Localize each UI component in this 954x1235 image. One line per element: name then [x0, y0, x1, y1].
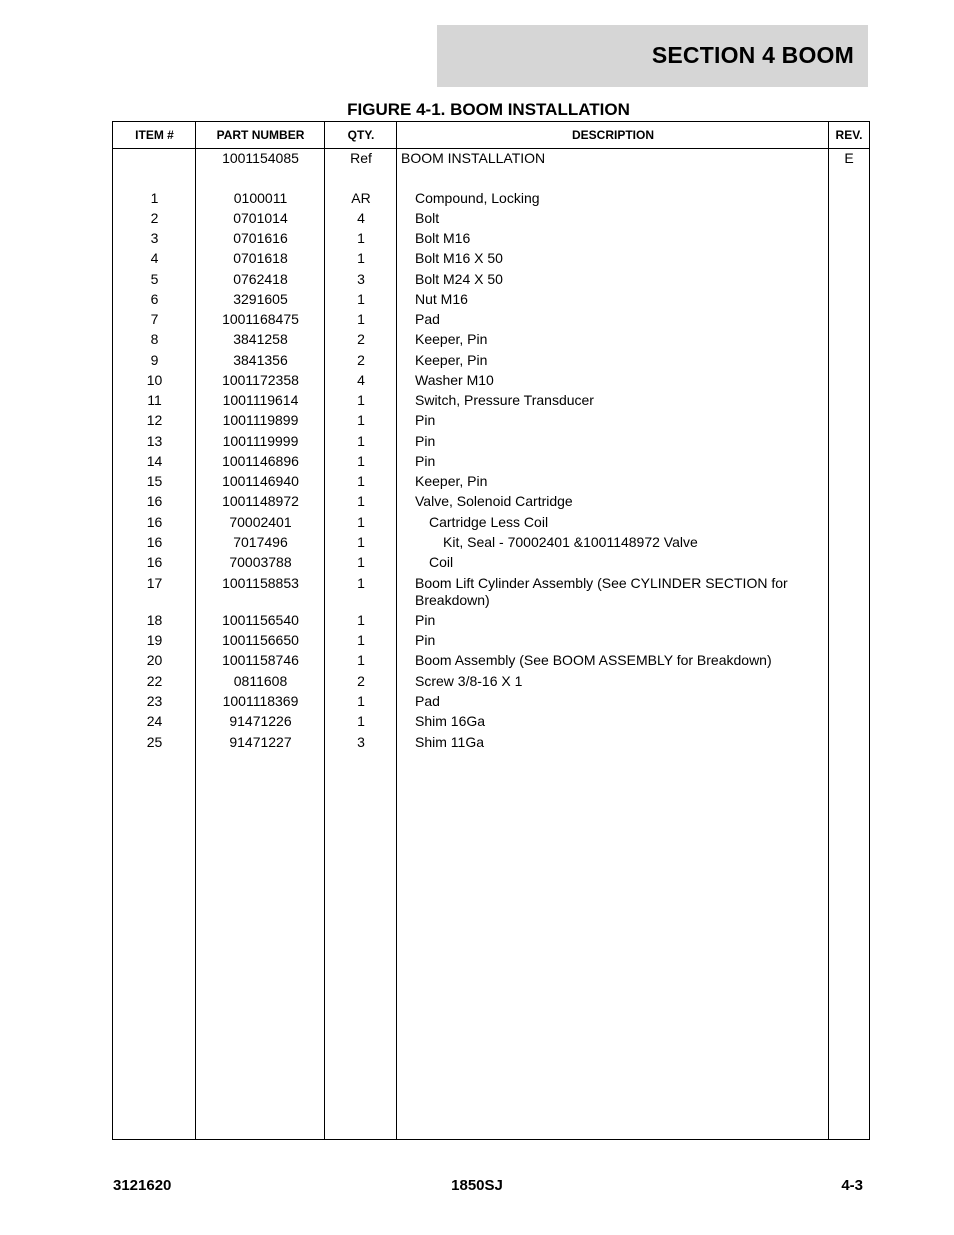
- part-number-cell: 70003788: [229, 554, 292, 570]
- qty-cell: 1: [357, 554, 365, 570]
- parts-table: [112, 121, 870, 1140]
- header-divider: [113, 148, 869, 149]
- description-cell: Pin: [415, 433, 436, 449]
- part-number-cell: 0100011: [233, 190, 288, 206]
- header-description: DESCRIPTION: [571, 128, 654, 142]
- description-cell: Cartridge Less Coil: [429, 514, 549, 530]
- qty-cell: 1: [357, 473, 365, 489]
- qty-cell: 3: [357, 734, 365, 750]
- item-cell: 24: [146, 713, 163, 729]
- qty-cell: 3: [357, 271, 365, 287]
- qty-cell: 1: [357, 412, 365, 428]
- description-cell: Screw 3/8-16 X 1: [415, 673, 523, 689]
- part-number-cell: 3841356: [233, 352, 288, 368]
- qty-cell: 1: [357, 514, 365, 530]
- item-cell: 15: [146, 473, 163, 489]
- part-number-cell: 1001158853: [222, 575, 299, 591]
- description-cell: Boom Assembly (See BOOM ASSEMBLY for Breakdown): [415, 652, 772, 668]
- part-number-cell: 1001156650: [222, 632, 299, 648]
- item-cell: 20: [146, 652, 163, 668]
- part-number-cell: 1001119999: [222, 433, 299, 449]
- qty-cell: 1: [357, 493, 365, 509]
- description-cell: Bolt: [415, 210, 440, 226]
- item-cell: 16: [146, 493, 163, 509]
- description-cell: Coil: [429, 554, 454, 570]
- header-qty: QTY.: [347, 128, 375, 142]
- part-number-cell: 0701014: [233, 210, 288, 226]
- description-cell: Pin: [415, 412, 436, 428]
- item-cell: 13: [146, 433, 163, 449]
- footer-page-number: 4-3: [841, 1177, 863, 1194]
- part-number-cell: 0762418: [233, 271, 288, 287]
- qty-cell: 1: [357, 693, 365, 709]
- item-cell: 16: [146, 554, 163, 570]
- part-number-cell: 1001146896: [222, 453, 299, 469]
- header-part-number: PART NUMBER: [216, 128, 305, 142]
- qty-cell: 1: [357, 652, 365, 668]
- part-number-cell: 3291605: [233, 291, 288, 307]
- part-number-cell: 1001119899: [222, 412, 299, 428]
- qty-cell: 4: [357, 372, 365, 388]
- part-number-cell: 3841258: [233, 331, 288, 347]
- part-number-cell: 91471227: [229, 734, 292, 750]
- qty-cell: 2: [357, 673, 365, 689]
- description-cell: Keeper, Pin: [415, 331, 488, 347]
- qty-cell: 1: [357, 713, 365, 729]
- qty-cell: 2: [357, 331, 365, 347]
- qty-cell: 1: [357, 311, 365, 327]
- part-number-cell: 0811608: [233, 673, 288, 689]
- item-cell: 23: [146, 693, 163, 709]
- qty-cell: 1: [357, 612, 365, 628]
- qty-cell: 1: [357, 392, 365, 408]
- item-cell: 11: [147, 392, 162, 408]
- qty-cell: 1: [357, 632, 365, 648]
- part-number-cell: 7017496: [233, 534, 288, 550]
- description-cell: BOOM INSTALLATION: [401, 150, 546, 166]
- item-cell: 25: [146, 734, 163, 750]
- part-number-cell: 91471226: [229, 713, 292, 729]
- description-cell: Compound, Locking: [415, 190, 540, 206]
- item-cell: 22: [146, 673, 163, 689]
- part-number-cell: 1001168475: [222, 311, 299, 327]
- description-cell: Pin: [415, 612, 436, 628]
- qty-cell: 1: [357, 250, 365, 266]
- column-divider: [828, 122, 829, 1139]
- description-cell: Valve, Solenoid Cartridge: [415, 493, 573, 509]
- description-cell: Boom Lift Cylinder Assembly (See CYLINDER SECTION for Breakdown): [415, 575, 788, 608]
- section-header-box: [437, 25, 868, 87]
- description-cell: Shim 16Ga: [415, 713, 486, 729]
- qty-cell: 4: [357, 210, 365, 226]
- qty-cell: 1: [357, 433, 365, 449]
- header-item: ITEM #: [135, 128, 174, 142]
- description-cell: Pin: [415, 453, 436, 469]
- section-title: SECTION 4 BOOM: [651, 42, 854, 68]
- qty-cell: 1: [357, 534, 365, 550]
- description-cell: Pad: [415, 311, 440, 327]
- qty-cell: Ref: [350, 150, 372, 166]
- description-cell: Pad: [415, 693, 440, 709]
- part-number-cell: 1001148972: [222, 493, 299, 509]
- qty-cell: 1: [357, 230, 365, 246]
- rev-cell: E: [844, 150, 854, 166]
- footer-doc-number: 3121620: [113, 1177, 172, 1194]
- item-cell: 12: [146, 412, 163, 428]
- qty-cell: 1: [357, 291, 365, 307]
- item-cell: 6: [150, 291, 159, 307]
- description-cell: Keeper, Pin: [415, 352, 488, 368]
- part-number-cell: 0701618: [233, 250, 288, 266]
- qty-cell: 1: [357, 575, 365, 591]
- item-cell: 3: [150, 230, 159, 246]
- item-cell: 16: [146, 514, 163, 530]
- item-cell: 7: [150, 311, 159, 327]
- qty-cell: 2: [357, 352, 365, 368]
- footer-model: 1850SJ: [451, 1177, 503, 1194]
- item-cell: 1: [150, 190, 159, 206]
- part-number-cell: 1001118369: [222, 693, 299, 709]
- description-cell: Nut M16: [415, 291, 468, 307]
- item-cell: 14: [146, 453, 163, 469]
- part-number-cell: 1001119614: [222, 392, 299, 408]
- part-number-cell: 0701616: [233, 230, 288, 246]
- figure-title: FIGURE 4-1. BOOM INSTALLATION: [347, 100, 630, 119]
- item-cell: 10: [146, 372, 163, 388]
- part-number-cell: 70002401: [229, 514, 292, 530]
- description-cell: Keeper, Pin: [415, 473, 488, 489]
- part-number-cell: 1001146940: [222, 473, 299, 489]
- part-number-cell: 1001156540: [222, 612, 299, 628]
- qty-cell: 1: [357, 453, 365, 469]
- item-cell: 19: [146, 632, 163, 648]
- part-number-cell: 1001172358: [222, 372, 299, 388]
- item-cell: 18: [146, 612, 163, 628]
- qty-cell: AR: [351, 190, 371, 206]
- description-cell: Kit, Seal - 70002401 &1001148972 Valve: [443, 534, 698, 550]
- item-cell: 16: [146, 534, 163, 550]
- description-cell: Bolt M16: [415, 230, 471, 246]
- description-cell: Bolt M16 X 50: [415, 250, 503, 266]
- part-number-cell: 1001158746: [222, 652, 299, 668]
- description-cell: Switch, Pressure Transducer: [415, 392, 594, 408]
- description-cell: Pin: [415, 632, 436, 648]
- item-cell: 9: [150, 352, 159, 368]
- item-cell: 2: [150, 210, 159, 226]
- item-cell: 17: [146, 575, 163, 591]
- item-cell: 5: [150, 271, 159, 287]
- description-cell: Washer M10: [415, 372, 494, 388]
- part-number-cell: 1001154085: [222, 150, 299, 166]
- item-cell: 8: [150, 331, 159, 347]
- description-cell: Bolt M24 X 50: [415, 271, 503, 287]
- header-rev: REV.: [835, 128, 863, 142]
- item-cell: 4: [150, 250, 159, 266]
- description-cell: Shim 11Ga: [415, 734, 484, 750]
